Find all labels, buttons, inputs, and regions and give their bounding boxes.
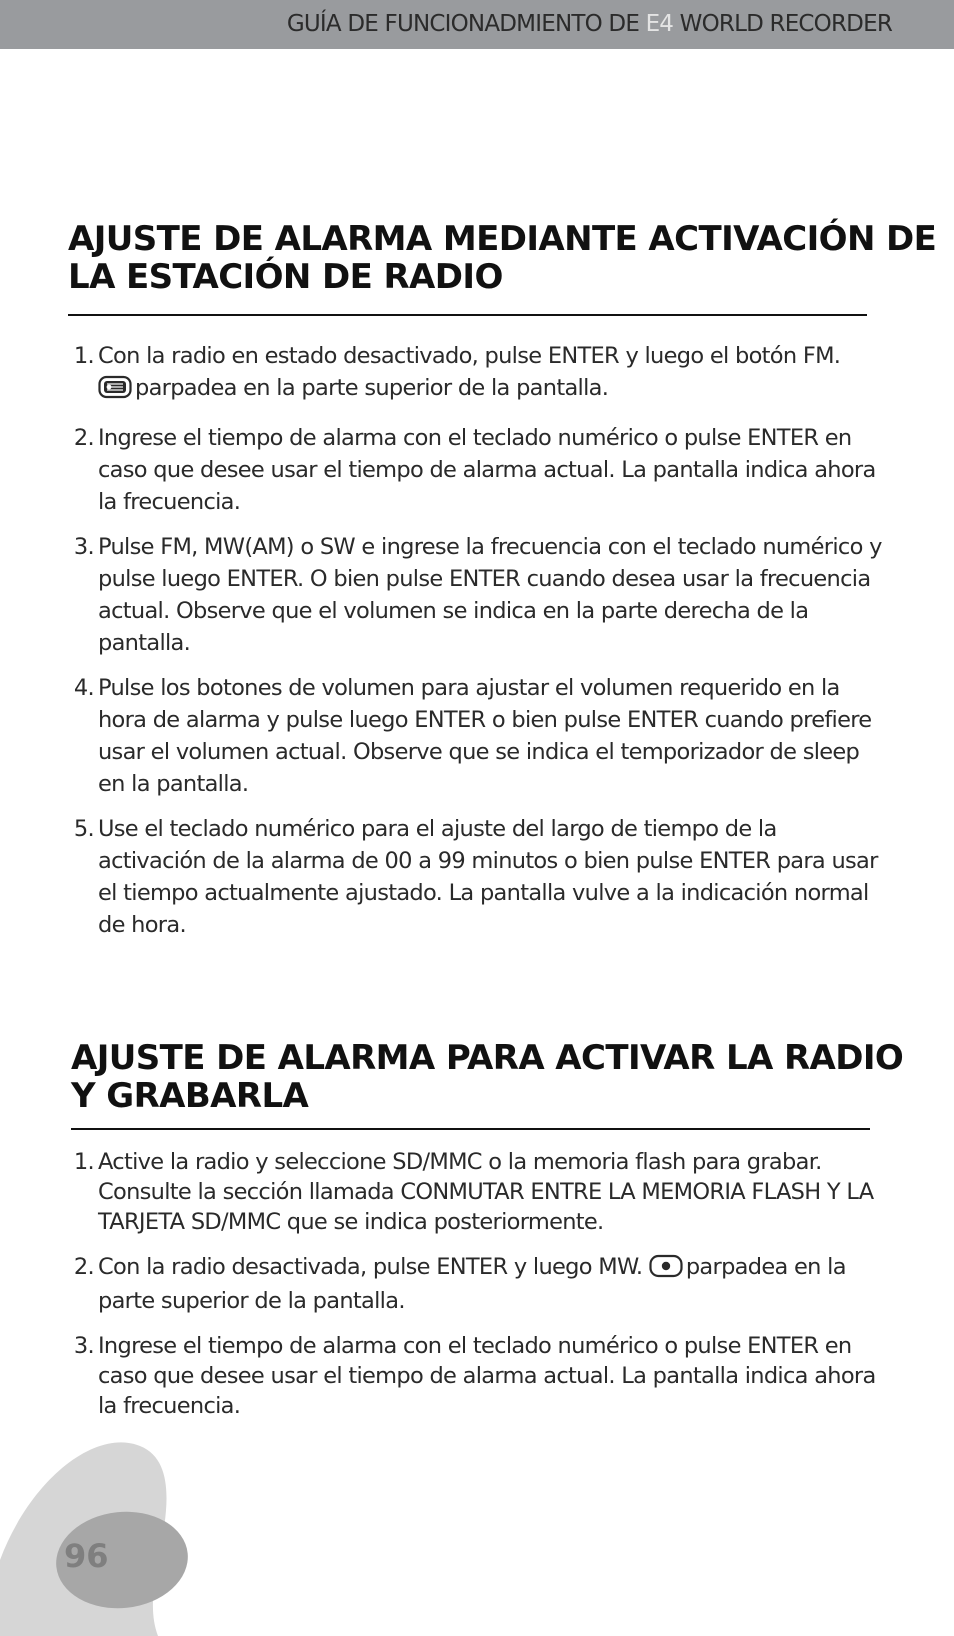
step-number: 4.	[73, 675, 94, 701]
step-text-before-icon: Con la radio desactivada, pulse ENTER y luego MW.	[98, 1254, 643, 1280]
section1-title	[68, 220, 936, 296]
header-title-suffix: WORLD RECORDER	[673, 11, 892, 37]
section2-step-2	[68, 1252, 894, 1316]
section1-divider	[68, 314, 867, 316]
section2-title-line2: Y GRABARLA	[71, 1076, 309, 1116]
header-title-prefix: GUÍA DE FUNCIONADMIENTO DE	[286, 11, 646, 37]
section1-title-line2: LA ESTACIÓN DE RADIO	[68, 257, 503, 297]
step-text: Active la radio y seleccione SD/MMC o la memoria flash para grabar. Consulte la sección llamada CONMUTAR ENTRE LA MEMORIA FLASH Y LA TARJETA SD/MMC que se indica posteriormente.	[98, 1149, 874, 1235]
step-number: 3.	[73, 1333, 94, 1359]
step-line-with-icon	[98, 372, 888, 408]
corner-decoration	[0, 1440, 220, 1636]
section2-title-line1: AJUSTE DE ALARMA PARA ACTIVAR LA RADIO	[71, 1038, 904, 1078]
section2-title	[71, 1039, 903, 1115]
section1-step-1	[68, 340, 888, 408]
step-number: 1.	[73, 343, 94, 369]
step-number: 1.	[73, 1149, 94, 1175]
header-title	[287, 11, 892, 37]
section2-divider	[71, 1128, 870, 1130]
radio-icon	[98, 375, 132, 408]
step-number: 5.	[73, 816, 94, 842]
step-text-with-icon	[98, 1252, 894, 1316]
step-text-after-icon: parpadea en la parte superior de la pantalla.	[98, 1254, 846, 1314]
section1-step-3	[68, 531, 888, 659]
section1-step-4	[68, 672, 888, 800]
step-number: 2.	[73, 1254, 94, 1280]
step-text: Pulse los botones de volumen para ajustar el volumen requerido en la hora de alarma y pulse luego ENTER o bien pulse ENTER cuando prefiere usar el volumen actual. Observe que se indica el temporizador de sleep en la pantalla.	[98, 675, 872, 797]
header-bar	[0, 0, 954, 49]
record-icon	[649, 1254, 683, 1286]
section1-step-5	[68, 813, 888, 941]
step-text: Ingrese el tiempo de alarma con el teclado numérico o pulse ENTER en caso que desee usar el tiempo de alarma actual. La pantalla indica ahora la frecuencia.	[98, 425, 876, 515]
section1-steps	[68, 340, 888, 941]
section2-step-1	[68, 1147, 894, 1237]
step-number: 3.	[73, 534, 94, 560]
step-text: Use el teclado numérico para el ajuste del largo de tiempo de la activación de la alarma de 00 a 99 minutos o bien pulse ENTER para usar el tiempo actualmente ajustado. La pantalla vulve a la indicación normal de hora.	[98, 816, 878, 938]
step-text: Ingrese el tiempo de alarma con el teclado numérico o pulse ENTER en caso que desee usar el tiempo de alarma actual. La pantalla indica ahora la frecuencia.	[98, 1333, 876, 1419]
step-line-text: parpadea en la parte superior de la pantalla.	[135, 375, 609, 401]
page-number: 96	[64, 1537, 109, 1575]
section1-step-2	[68, 422, 888, 518]
section1-title-line1: AJUSTE DE ALARMA MEDIANTE ACTIVACIÓN DE	[68, 219, 937, 259]
section2-steps	[68, 1147, 894, 1421]
section2-step-3	[68, 1331, 894, 1421]
header-title-model: E4	[645, 11, 674, 37]
step-number: 2.	[73, 425, 94, 451]
step-text: Pulse FM, MW(AM) o SW e ingrese la frecuencia con el teclado numérico y pulse luego ENTER. O bien pulse ENTER cuando desea usar la frecuencia actual. Observe que el volumen se indica en la parte derecha de la pantalla.	[98, 534, 882, 656]
step-line: Con la radio en estado desactivado, pulse ENTER y luego el botón FM.	[98, 343, 841, 369]
